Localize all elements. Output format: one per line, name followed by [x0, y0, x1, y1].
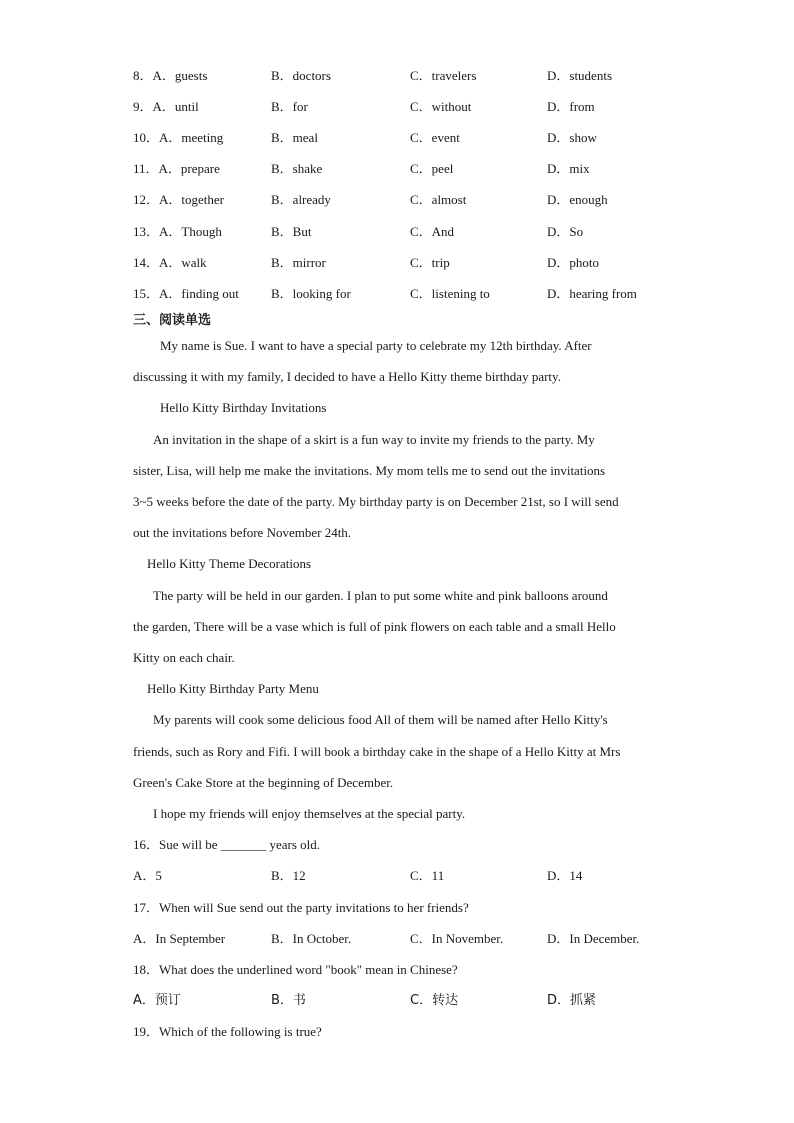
option-b: B．书	[271, 993, 306, 1008]
option-c: C．转达	[410, 993, 459, 1008]
option-a: 14．A．walk	[133, 255, 207, 270]
passage-line: Kitty on each chair.	[133, 650, 235, 665]
option-c: C．peel	[410, 161, 454, 176]
option-c: C．And	[410, 224, 455, 239]
option-d: D．In December.	[547, 931, 640, 946]
option-b: B．for	[271, 99, 308, 114]
option-d: D．from	[547, 99, 595, 114]
option-c: C．travelers	[410, 68, 477, 83]
section-title: 三、阅读单选	[133, 313, 212, 328]
option-c: C．without	[410, 99, 472, 114]
option-d: D．show	[547, 130, 597, 145]
passage-line: The party will be held in our garden. I plan to put some white and pink balloons around	[153, 588, 608, 603]
option-a: 8．A．guests	[133, 68, 208, 83]
passage-line: I hope my friends will enjoy themselves at the special party.	[153, 806, 466, 821]
passage-line: the garden, There will be a vase which is full of pink flowers on each table and a small Hello	[133, 619, 616, 634]
passage-line: An invitation in the shape of a skirt is a fun way to invite my friends to the party. My	[153, 432, 595, 447]
option-d: D．mix	[547, 161, 590, 176]
option-d: D．photo	[547, 255, 600, 270]
passage-heading: Hello Kitty Birthday Invitations	[160, 400, 327, 415]
option-a: 15．A．finding out	[133, 286, 239, 301]
passage-heading: Hello Kitty Birthday Party Menu	[147, 681, 319, 696]
option-a: A．5	[133, 868, 162, 883]
option-c: C．In November.	[410, 931, 504, 946]
passage-line: Green's Cake Store at the beginning of December.	[133, 775, 394, 790]
passage-line: out the invitations before November 24th.	[133, 525, 352, 540]
option-b: B．meal	[271, 130, 318, 145]
option-c: C．almost	[410, 192, 467, 207]
option-b: B．12	[271, 868, 306, 883]
option-d: D．enough	[547, 192, 608, 207]
option-b: B．doctors	[271, 68, 331, 83]
option-d: D．So	[547, 224, 584, 239]
question-17-stem: 17．When will Sue send out the party invitations to her friends?	[133, 900, 469, 915]
option-d: D．抓紧	[547, 993, 597, 1008]
option-a: 9．A．until	[133, 99, 199, 114]
option-a: 11．A．prepare	[133, 161, 220, 176]
option-c: C．listening to	[410, 286, 490, 301]
option-d: D．hearing from	[547, 286, 637, 301]
option-c: C．trip	[410, 255, 450, 270]
option-c: C．11	[410, 868, 445, 883]
option-d: D．14	[547, 868, 583, 883]
passage-line: sister, Lisa, will help me make the invitations. My mom tells me to send out the invitations	[133, 463, 606, 478]
option-a: 12．A．together	[133, 192, 224, 207]
option-a: A．预订	[133, 993, 181, 1008]
passage-line: My name is Sue. I want to have a special party to celebrate my 12th birthday. After	[160, 338, 592, 353]
option-b: B．In October.	[271, 931, 352, 946]
question-19-stem: 19．Which of the following is true?	[133, 1024, 322, 1039]
option-b: B．mirror	[271, 255, 326, 270]
option-c: C．event	[410, 130, 460, 145]
option-a: 13．A．Though	[133, 224, 222, 239]
option-b: B．But	[271, 224, 312, 239]
passage-line: My parents will cook some delicious food All of them will be named after Hello Kitty's	[153, 712, 608, 727]
option-b: B．already	[271, 192, 331, 207]
passage-line: discussing it with my family, I decided to have a Hello Kitty theme birthday party.	[133, 369, 561, 384]
option-a: A．In September	[133, 931, 226, 946]
question-16-stem: 16．Sue will be _______ years old.	[133, 837, 321, 852]
option-d: D．students	[547, 68, 613, 83]
question-18-stem: 18．What does the underlined word "book" mean in Chinese?	[133, 962, 458, 977]
passage-heading: Hello Kitty Theme Decorations	[147, 556, 312, 571]
passage-line: 3~5 weeks before the date of the party. My birthday party is on December 21st, so I will send	[133, 494, 619, 509]
option-b: B．shake	[271, 161, 323, 176]
option-a: 10．A．meeting	[133, 130, 224, 145]
passage-line: friends, such as Rory and Fifi. I will book a birthday cake in the shape of a Hello Kitty at Mrs	[133, 744, 621, 759]
option-b: B．looking for	[271, 286, 351, 301]
